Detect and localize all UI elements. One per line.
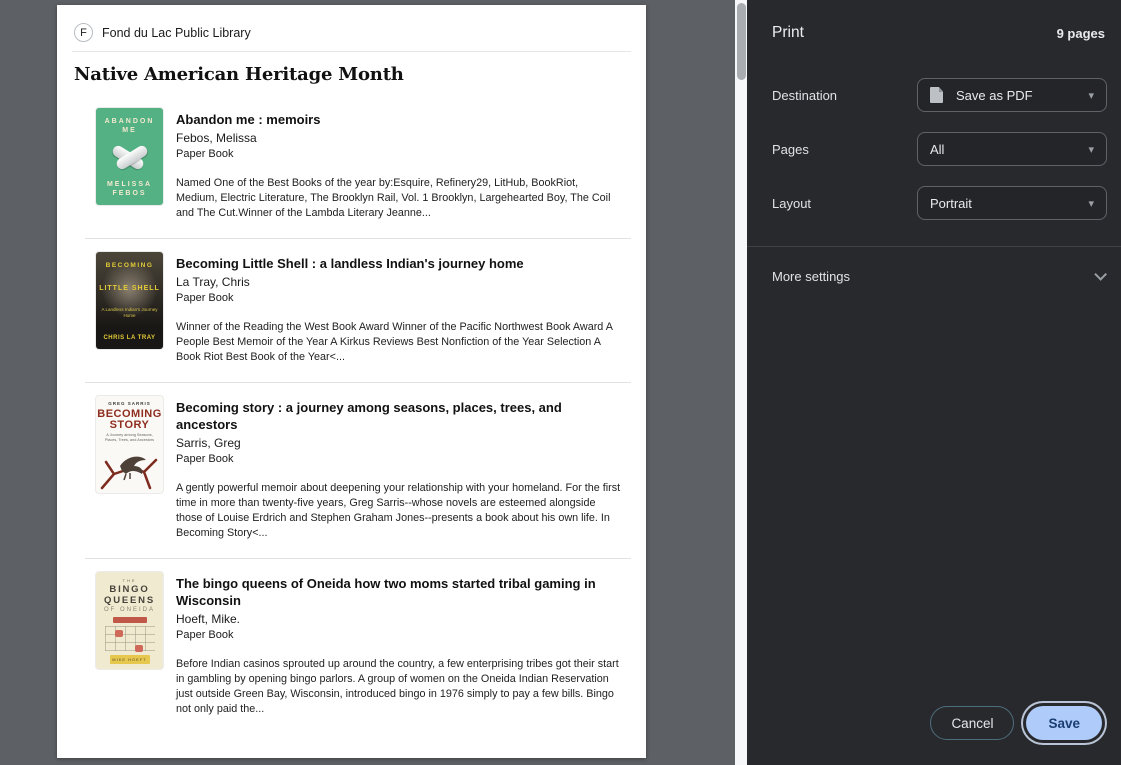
book-title: Becoming Little Shell : a landless Indian's journey home: [176, 256, 524, 271]
cover-subtitle-text: A Journey among Seasons, Places, Trees, and Ancestors: [104, 433, 155, 442]
book-description: Before Indian casinos sprouted up around the country, a few enterprising tribes got their start in gambling by opening bingo parlors. A group of women on the Oneida Indian Reservation just outside Green Bay, Wisconsin, introduced bingo in 1976 simply to pay a few bills. Bingo not only paid the...: [176, 658, 619, 715]
print-settings-panel: [747, 0, 1121, 765]
cover-author-text: MIKE HOEFT: [110, 655, 150, 664]
settings-fields: [747, 68, 1121, 230]
cover-line: BECOMING: [105, 262, 154, 269]
panel-title: Print: [772, 24, 804, 41]
book-row: [85, 382, 631, 558]
dropdown-arrow-icon: ▾: [1088, 197, 1094, 210]
page-count: 9 pages: [1056, 25, 1105, 41]
dropdown-arrow-icon: ▾: [1088, 143, 1094, 156]
book-row: [85, 558, 631, 734]
book-author: Sarris, Greg: [176, 436, 241, 450]
dialog-actions: [930, 706, 1106, 740]
library-name: Fond du Lac Public Library: [102, 25, 251, 40]
pages-value: All: [930, 141, 945, 157]
pages-select[interactable]: [917, 132, 1107, 166]
preview-page: [57, 5, 646, 758]
layout-select[interactable]: [917, 186, 1107, 220]
library-header: [72, 19, 631, 52]
book-list: [85, 95, 631, 734]
book-info: [176, 108, 631, 221]
book-row: [85, 95, 631, 238]
destination-value: Save as PDF: [956, 87, 1033, 103]
book-author: Febos, Melissa: [176, 131, 257, 145]
save-button[interactable]: Save: [1026, 706, 1102, 740]
book-row: [85, 238, 631, 382]
book-description: Named One of the Best Books of the year by:Esquire, Refinery29, LitHub, BookRiot, Medium, Electric Literature, The Brooklyn Rail, Vol. 1 Brooklyn, Largehearted Boy, The Coil and The Cut.Winner of the Lambda Literary Jeanne...: [176, 177, 611, 219]
cover-author-text: GREG SARRIS: [108, 401, 151, 406]
cover-title-text: BINGO QUEENS: [104, 584, 155, 606]
panel-header: [747, 0, 1121, 42]
cover-title-text: ABANDON ME: [104, 118, 155, 134]
preview-scrollbar[interactable]: [735, 0, 747, 765]
pages-row: [747, 122, 1121, 176]
crossed-arms-art: [110, 141, 150, 175]
layout-label: Layout: [772, 195, 812, 211]
cover-line: A Landless Indian's Journey Home: [101, 307, 158, 319]
book-cover-becoming-story: [96, 396, 163, 493]
hawk-branches-art: [100, 444, 160, 490]
book-cover-bingo-queens: [96, 572, 163, 669]
more-settings-toggle[interactable]: [747, 247, 1121, 284]
book-description: A gently powerful memoir about deepening your relationship with your homeland. For the first time in more than twenty-five years, Greg Sarris--whose novels are esteemed alongside those of Louise Erdrich and Stephen Graham Jones--presents a book about his own life. In Becoming Story<...: [176, 482, 621, 539]
red-band-art: [113, 617, 147, 623]
dropdown-arrow-icon: ▾: [1088, 89, 1094, 102]
book-format: Paper Book: [176, 453, 234, 465]
book-title: Becoming story : a journey among seasons, places, trees, and ancestors: [176, 400, 562, 432]
page-title: Native American Heritage Month: [74, 64, 404, 85]
book-title: Abandon me : memoirs: [176, 112, 321, 127]
cover-line: CHRIS LA TRAY: [103, 334, 156, 341]
book-title: The bingo queens of Oneida how two moms started tribal gaming in Wisconsin: [176, 576, 596, 608]
book-info: [176, 396, 631, 541]
cover-title-text: BECOMING STORY: [97, 408, 162, 431]
library-avatar: F: [74, 23, 93, 42]
chevron-down-icon: [1094, 268, 1107, 281]
bingo-card-art: [105, 626, 155, 651]
book-format: Paper Book: [176, 292, 234, 304]
book-description: Winner of the Reading the West Book Award Winner of the Pacific Northwest Book Award A People Best Memoir of the Year A Kirkus Reviews Best Nonfiction of the Year Selection A Book Riot Best Book of the Year<...: [176, 321, 613, 363]
book-cover-abandon-me: [96, 108, 163, 205]
cover-line: LITTLE SHELL: [99, 284, 160, 292]
cover-line: THE: [122, 578, 137, 583]
pages-label: Pages: [772, 141, 809, 157]
layout-row: [747, 176, 1121, 230]
pdf-document-icon: [930, 87, 943, 103]
book-format: Paper Book: [176, 148, 234, 160]
book-format: Paper Book: [176, 629, 234, 641]
destination-select[interactable]: [917, 78, 1107, 112]
book-cover-becoming-little-shell: [96, 252, 163, 349]
book-author: La Tray, Chris: [176, 275, 250, 289]
book-info: [176, 572, 631, 717]
scrollbar-thumb[interactable]: [737, 3, 746, 80]
destination-row: [747, 68, 1121, 122]
book-info: [176, 252, 631, 365]
cancel-button[interactable]: Cancel: [930, 706, 1014, 740]
book-author: Hoeft, Mike.: [176, 612, 241, 626]
layout-value: Portrait: [930, 195, 972, 211]
more-settings-label: More settings: [772, 269, 851, 284]
cover-author-text: MELISSA FEBOS: [106, 181, 153, 197]
cover-line: OF ONEIDA: [103, 607, 155, 613]
destination-label: Destination: [772, 87, 838, 103]
